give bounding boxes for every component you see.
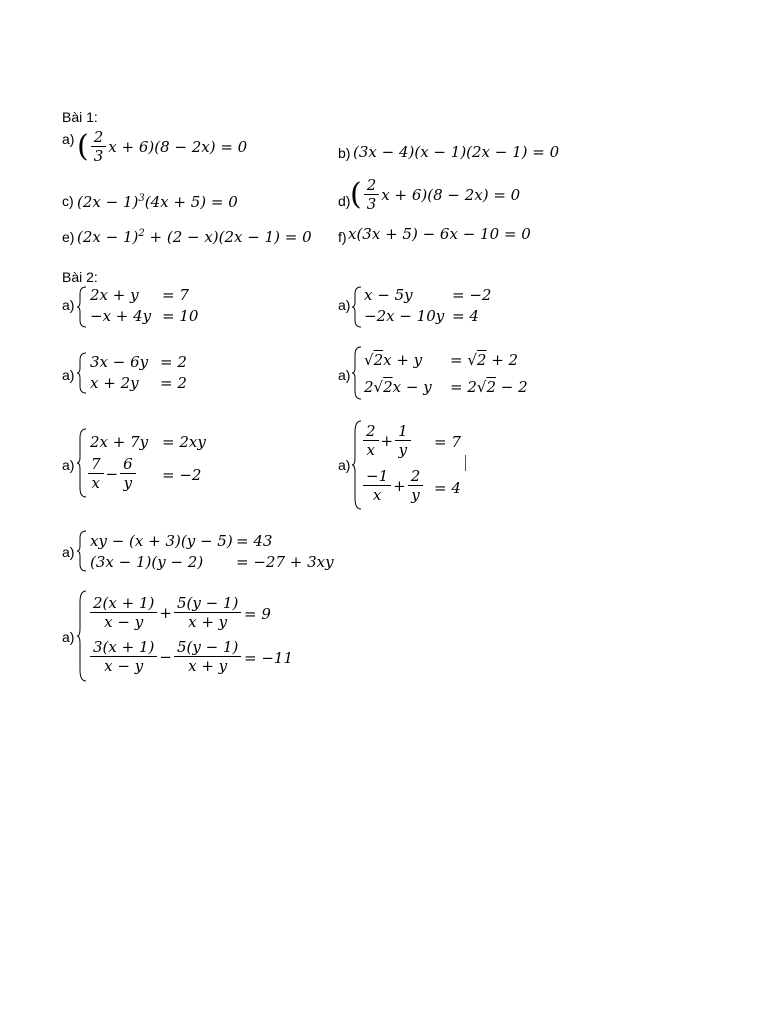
fraction: $\frac{1}{y}$ [395, 422, 411, 459]
paren-open: ( [77, 128, 89, 164]
bai2-s6-label: a) [338, 457, 351, 473]
bai1-f-equation: x(3x + 5) − 6x − 10 = 0 [348, 225, 531, 243]
bai2-s4-r2: = 2√2 − 2 [450, 378, 528, 396]
brace-icon [351, 346, 363, 400]
bai2-s2-l1: x − 5y [364, 286, 413, 304]
bai1-c-label: c) [62, 193, 74, 209]
bai1-b-label: b) [338, 145, 351, 161]
bai2-s1-label: a) [62, 297, 75, 313]
bai1-f-label: f) [338, 229, 347, 245]
fraction: $\frac{-1}{x}$ [363, 467, 391, 504]
fraction: $\frac{2(x + 1)}{x - y}$ [90, 594, 157, 631]
bai1-a-equation: ( $\frac{2}{3}$ x + 6)(8 − 2x) = 0 [77, 128, 248, 165]
brace-icon [76, 590, 88, 682]
bai2-s8-l2: $\frac{3(x + 1)}{x - y}$ − $\frac{5(y - 1)}{x + y}$ [88, 638, 243, 675]
bai2-s5-l2: $\frac{7}{x}$ − $\frac{6}{y}$ [86, 455, 138, 492]
bai2-title: Bài 2: [62, 269, 98, 285]
paren-open: ( [350, 176, 362, 212]
bai2-s1-l1: 2x + y [90, 286, 139, 304]
text-cursor [465, 455, 466, 471]
bai2-s8-l1: $\frac{2(x + 1)}{x - y}$ + $\frac{5(y - 1)}{x + y}$ [88, 594, 243, 631]
brace-icon [76, 286, 88, 328]
bai2-s3-r1: = 2 [160, 353, 187, 371]
bai2-s2-label: a) [338, 297, 351, 313]
bai2-s6-l2: $\frac{-1}{x}$ + $\frac{2}{y}$ [361, 467, 425, 504]
bai1-e-label: e) [62, 229, 75, 245]
bai2-s2-l2: −2x − 10y [364, 307, 445, 325]
bai2-s6-r2: = 4 [434, 479, 461, 497]
brace-icon [76, 530, 88, 572]
bai2-s3-label: a) [62, 367, 75, 383]
bai2-s1-r1: = 7 [162, 286, 189, 304]
bai1-c-equation: $(2x - 1)^3(4x + 5) = 0$ [77, 193, 238, 211]
bai2-s3-l1: 3x − 6y [90, 353, 149, 371]
bai1-a [62, 130, 74, 149]
bai2-s3-r2: = 2 [160, 374, 187, 392]
bai2-s8-label: a) [62, 629, 75, 645]
fraction: $\frac{2}{3}$ [91, 128, 107, 165]
brace-icon [76, 352, 88, 394]
bai2-s1-l2: −x + 4y [90, 307, 152, 325]
bai2-s1-r2: = 10 [162, 307, 199, 325]
bai2-s5-label: a) [62, 457, 75, 473]
bai2-s7-r1: = 43 [236, 532, 273, 550]
bai2-s7-l2: (3x − 1)(y − 2) [90, 553, 204, 571]
fraction: $\frac{3(x + 1)}{x - y}$ [90, 638, 157, 675]
bai2-s5-l1: 2x + 7y [90, 433, 149, 451]
brace-icon [351, 286, 363, 328]
bai2-s8-r2: = −11 [244, 649, 293, 667]
fraction: $\frac{5(y - 1)}{x + y}$ [174, 594, 241, 631]
bai2-s8-r1: = 9 [244, 605, 271, 623]
bai1-d-label: d) [338, 193, 351, 209]
fraction: $\frac{6}{y}$ [120, 455, 136, 492]
bai1-d-equation: ( $\frac{2}{3}$ x + 6)(8 − 2x) = 0 [350, 176, 521, 213]
bai2-s3-l2: x + 2y [90, 374, 139, 392]
bai2-s7-label: a) [62, 544, 75, 560]
bai2-s4-r1: = √2 + 2 [450, 351, 519, 369]
bai2-s2-r2: = 4 [452, 307, 479, 325]
bai2-s2-r1: = −2 [452, 286, 492, 304]
fraction: $\frac{5(y - 1)}{x + y}$ [174, 638, 241, 675]
fraction: $\frac{2}{y}$ [408, 467, 424, 504]
bai2-s5-r2: = −2 [162, 466, 202, 484]
fraction: $\frac{7}{x}$ [88, 455, 104, 492]
fraction: $\frac{2}{x}$ [363, 422, 379, 459]
bai2-s5-r1: = 2xy [162, 433, 206, 451]
bai2-s4-l2: 2√2x − y [364, 378, 432, 396]
bai2-s6-r1: = 7 [434, 433, 461, 451]
bai2-s7-r2: = −27 + 3xy [236, 553, 334, 571]
fraction: $\frac{2}{3}$ [364, 176, 380, 213]
bai1-e-equation: $(2x - 1)^2 + (2 - x)(2x - 1) = 0$ [77, 228, 312, 246]
bai1-title: Bài 1: [62, 109, 98, 125]
bai2-s7-l1: xy − (x + 3)(y − 5) [90, 532, 233, 550]
bai2-s4-label: a) [338, 367, 351, 383]
bai2-s4-l1: √2x + y [364, 351, 423, 369]
bai2-s6-l1: $\frac{2}{x}$ + $\frac{1}{y}$ [361, 422, 413, 459]
bai1-a-label: a) [62, 131, 75, 147]
bai1-b-equation: (3x − 4)(x − 1)(2x − 1) = 0 [353, 143, 560, 161]
